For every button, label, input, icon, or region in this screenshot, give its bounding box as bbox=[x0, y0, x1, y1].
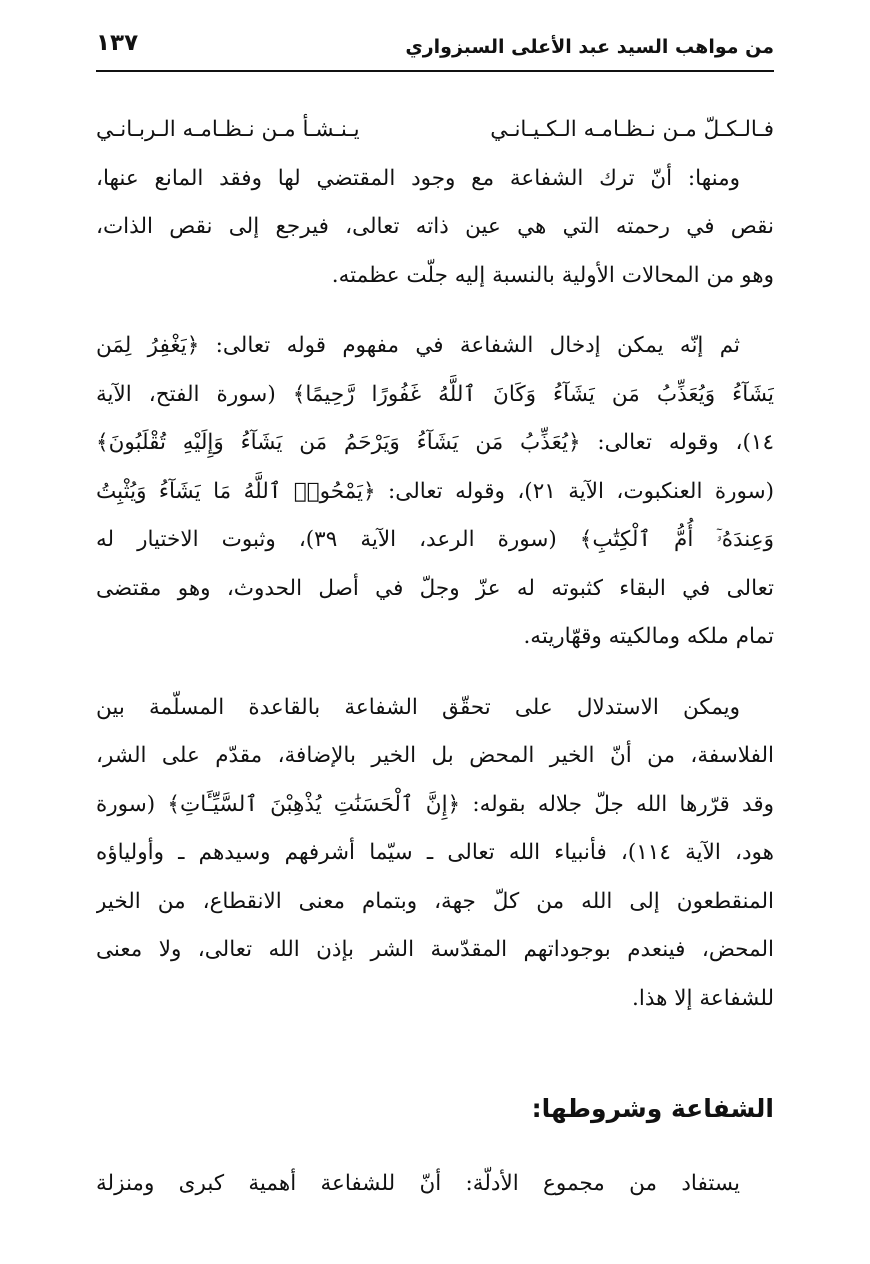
paragraph-2 bbox=[96, 322, 774, 662]
text-line: وَعِندَهُۥٓ أُمُّ ٱلْكِتَٰبِ﴾ (سورة الرعد، الآية ٣٩)، وثبوت الاختيار له bbox=[96, 527, 774, 552]
text-line: المنقطعون إلى الله من كلّ جهة، وبتمام معنى الانقطاع، من الخير bbox=[96, 888, 774, 914]
text-line: (سورة العنكبوت، الآية ٢١)، وقوله تعالى: ﴿يَمْحُوا۟ ٱللَّهُ مَا يَشَآءُ وَيُثْبِتُ bbox=[96, 478, 774, 504]
text-line: تمام ملكه ومالكيته وقهّاريته. bbox=[523, 624, 774, 649]
paragraph-3 bbox=[96, 684, 774, 1024]
text-line: ثم إنّه يمكن إدخال الشفاعة في مفهوم قوله تعالى: ﴿يَغْفِرُ لِمَن bbox=[96, 333, 740, 358]
body-text bbox=[96, 106, 774, 1023]
section-heading: الشفاعة وشروطها: bbox=[531, 1094, 774, 1123]
text-line: للشفاعة إلا هذا. bbox=[632, 985, 774, 1011]
verse-second-hemistich: يـنـشـأ مـن نـظـامـه الـربـانـي bbox=[96, 117, 360, 142]
text-line: وهو من المحالات الأولية بالنسبة إليه جلّت عظمته. bbox=[331, 262, 774, 288]
text-line: نقص في رحمته التي هي عين ذاته تعالى، فيرجع إلى نقص الذات، bbox=[96, 214, 774, 239]
text-line: هود، الآية ١١٤)، فأنبياء الله تعالى ـ سيّما أشرفهم وسيدهم ـ وأولياؤه bbox=[96, 840, 774, 865]
book-title: من مواهب السيد عبد الأعلى السبزواري bbox=[405, 36, 774, 58]
text-line: يستفاد من مجموع الأدلّة: أنّ للشفاعة أهمية كبرى ومنزلة bbox=[96, 1171, 740, 1196]
verse-first-hemistich: فـالـكـلّ مـن نـظـامـه الـكـيـانـي bbox=[490, 117, 774, 142]
text-line: المحض، فينعدم بوجوداتهم المقدّسة الشر بإذن الله تعالى، ولا معنى bbox=[96, 937, 774, 962]
text-line: تعالى في البقاء كثبوته له عزّ وجلّ في أصل الحدوث، وهو مقتضى bbox=[96, 575, 774, 601]
text-line: الفلاسفة، من أنّ الخير المحض بل الخير بالإضافة، مقدّم على الشر، bbox=[96, 743, 774, 768]
text-line: ١٤)، وقوله تعالى: ﴿يُعَذِّبُ مَن يَشَآءُ وَيَرْحَمُ مَن يَشَآءُ وَإِلَيْهِ تُقْلَبُونَ﴾ bbox=[96, 430, 774, 455]
text-line: وقد قرّرها الله جلّ جلاله بقوله: ﴿إِنَّ ٱلْحَسَنَٰتِ يُذْهِبْنَ ٱلسَّيِّـَٔاتِ﴾ (سورة bbox=[96, 791, 774, 817]
page-number: ١٣٧ bbox=[96, 30, 139, 56]
running-header bbox=[96, 24, 774, 72]
poem-verse bbox=[96, 106, 774, 155]
paragraph-1 bbox=[96, 155, 774, 301]
text-line: ويمكن الاستدلال على تحقّق الشفاعة بالقاعدة المسلّمة بين bbox=[96, 694, 740, 720]
text-line: ومنها: أنّ ترك الشفاعة مع وجود المقتضي لها وفقد المانع عنها، bbox=[96, 165, 740, 191]
text-line: يَشَآءُ وَيُعَذِّبُ مَن يَشَآءُ وَكَانَ ٱللَّهُ غَفُورًا رَّحِيمًا﴾ (سورة الفتح، الآية bbox=[96, 381, 774, 407]
